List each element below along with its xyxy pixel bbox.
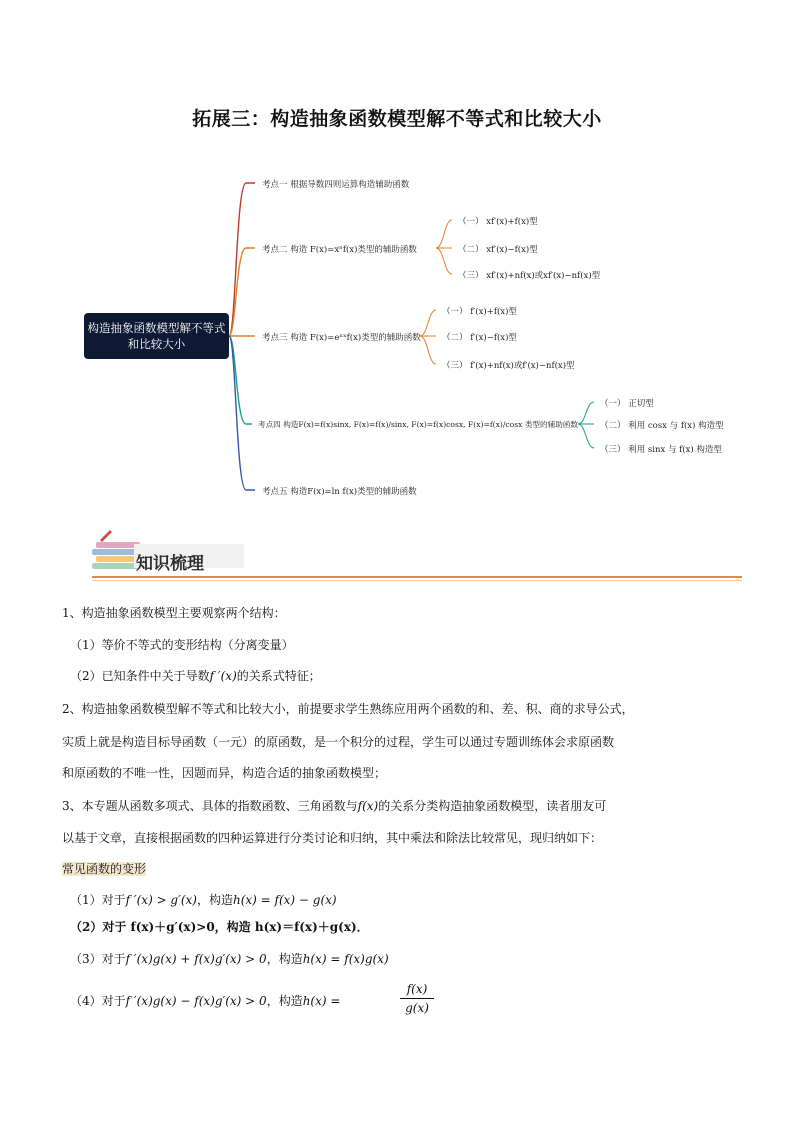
branch-2-line [229, 248, 255, 336]
banner-divider-thin [92, 580, 742, 581]
mindmap-node-3-3: （三） f′(x)+nf(x)或f′(x)−nf(x)型 [442, 361, 575, 371]
common-transforms-heading: 常见函数的变形 [62, 862, 147, 876]
mindmap-node-4-2: （二） 利用 cosx 与 f(x) 构造型 [600, 421, 724, 431]
item-1: 1、构造抽象函数模型主要观察两个结构： [62, 606, 286, 620]
item-2-line-3: 和原函数的不唯一性，因题而异，构造合适的抽象函数模型； [62, 766, 387, 780]
item-2-line-1: 2、构造抽象函数模型解不等式和比较大小，前提要求学生熟练应用两个函数的和、差、积、商的求导公式， [62, 702, 634, 716]
item-3-line-2: 以基于文章，直接根据函数的四种运算进行分类讨论和归纳，其中乘法和除法比较常见，现归纳如下： [62, 831, 603, 845]
formula-3: （3）对于f ′(x)g(x) + f(x)g′(x) > 0，构造h(x) = f(x)g(x) [70, 952, 389, 966]
mindmap-node-2-1: （一） xf′(x)+f(x)型 [458, 217, 538, 227]
mindmap-node-3-2: （二） f′(x)−f(x)型 [442, 333, 517, 343]
mindmap-node-1: 考点一 根据导数四则运算构造辅助函数 [262, 180, 410, 190]
item-1-1: （1）等价不等式的变形结构（分离变量） [70, 638, 294, 652]
formula-1: （1）对于f ′(x) > g′(x)，构造h(x) = f(x) − g(x) [70, 893, 337, 907]
mindmap-node-3: 考点三 构造 F(x)=eⁿˣf(x)类型的辅助函数 [262, 333, 421, 343]
formula-4-fraction: f(x) g(x) [400, 980, 434, 1017]
mindmap-node-2-2: （二） xf′(x)−f(x)型 [458, 245, 538, 255]
item-1-2: （2）已知条件中关于导数f ′(x)的关系式特征； [70, 669, 321, 683]
page-title: 拓展三：构造抽象函数模型解不等式和比较大小 [192, 108, 602, 130]
mindmap-connectors [0, 0, 794, 520]
formula-4: （4）对于f ′(x)g(x) − f(x)g′(x) > 0，构造h(x) = [70, 994, 341, 1008]
mindmap-node-2: 考点二 构造 F(x)=xⁿf(x)类型的辅助函数 [262, 245, 417, 255]
mindmap-node-4-3: （三） 利用 sinx 与 f(x) 构造型 [600, 445, 722, 455]
branch-1-line [229, 183, 255, 336]
banner-divider [92, 576, 742, 578]
branch-5-line [229, 336, 255, 490]
mindmap-node-3-1: （一） f′(x)+f(x)型 [442, 307, 517, 317]
mindmap-node-2-3: （三） xf′(x)+nf(x)或xf′(x)−nf(x)型 [458, 271, 601, 281]
section-banner-title: 知识梳理 [136, 554, 204, 574]
mindmap-node-4: 考点四 构造F(x)=f(x)sinx, F(x)=f(x)/sinx, F(x)=f(x)cosx, F(x)=f(x)/cosx 类型的辅助函数 [258, 420, 578, 429]
formula-2: （2）对于 f(x)＋g′(x)>0，构造 h(x)＝f(x)＋g(x)． [70, 920, 369, 934]
mindmap-node-4-1: （一） 正切型 [600, 399, 654, 409]
mindmap-node-5: 考点五 构造F(x)=ln f(x)类型的辅助函数 [262, 487, 417, 497]
item-2-line-2: 实质上就是构造目标导函数（一元）的原函数，是一个积分的过程，学生可以通过专题训练体会求原函数 [62, 735, 615, 749]
mindmap-root: 构造抽象函数模型解不等式和比较大小 [84, 313, 229, 359]
item-3-line-1: 3、本专题从函数多项式、具体的指数函数、三角函数与f(x)的关系分类构造抽象函数模型，读者朋友可 [62, 799, 607, 813]
